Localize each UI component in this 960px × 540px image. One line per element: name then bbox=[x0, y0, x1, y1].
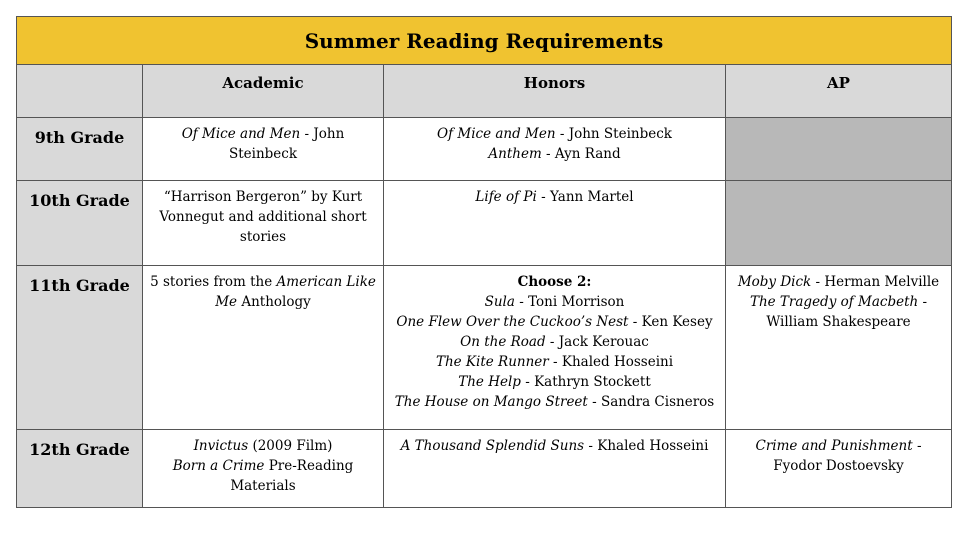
book-title: Life of Pi bbox=[475, 189, 537, 205]
book-title: On the Road bbox=[460, 334, 546, 350]
honors-cell bbox=[384, 118, 726, 181]
ap-cell bbox=[726, 266, 952, 430]
book-entry bbox=[149, 124, 377, 164]
book-entry bbox=[149, 436, 377, 456]
book-title: Moby Dick bbox=[737, 274, 812, 290]
ap-cell-empty bbox=[726, 118, 952, 181]
book-title: The Help bbox=[458, 374, 521, 390]
book-author: - Herman Melville bbox=[811, 274, 940, 290]
book-author: - Ken Kesey bbox=[628, 314, 713, 330]
table-row bbox=[17, 430, 952, 508]
book-title: A Thousand Splendid Suns bbox=[400, 438, 585, 454]
book-note: (2009 Film) bbox=[248, 438, 333, 454]
academic-cell bbox=[143, 118, 384, 181]
book-note: Pre-Reading Materials bbox=[230, 458, 354, 494]
book-author: - Khaled Hosseini bbox=[548, 354, 674, 370]
book-title: Invictus bbox=[193, 438, 249, 454]
grade-label: 9th Grade bbox=[17, 118, 143, 181]
column-header-honors: Honors bbox=[384, 65, 726, 118]
book-author: - Sandra Cisneros bbox=[587, 394, 715, 410]
table-row bbox=[17, 181, 952, 266]
book-entry bbox=[390, 144, 719, 164]
book-entry bbox=[390, 372, 719, 392]
book-title: American Like Me bbox=[215, 274, 376, 310]
book-title: Crime and Punishment bbox=[755, 438, 913, 454]
table-row bbox=[17, 118, 952, 181]
corner-cell bbox=[17, 65, 143, 118]
book-entry bbox=[390, 352, 719, 372]
book-title: One Flew Over the Cuckoo’s Nest bbox=[396, 314, 629, 330]
book-entry bbox=[390, 312, 719, 332]
academic-cell: 5 stories from the American Like Me Anthology bbox=[143, 266, 384, 430]
column-header-ap: AP bbox=[726, 65, 952, 118]
academic-cell bbox=[143, 430, 384, 508]
ap-cell bbox=[726, 430, 952, 508]
book-author: - Jack Kerouac bbox=[545, 334, 649, 350]
book-author: - Fyodor Dostoevsky bbox=[773, 438, 922, 474]
table-title: Summer Reading Requirements bbox=[17, 17, 952, 65]
book-entry bbox=[755, 438, 921, 474]
book-entry bbox=[732, 292, 945, 332]
book-entry bbox=[390, 124, 719, 144]
book-title: Sula bbox=[484, 294, 515, 310]
book-author: - Kathryn Stockett bbox=[520, 374, 651, 390]
book-author: - William Shakespeare bbox=[766, 294, 928, 330]
book-entry bbox=[390, 292, 719, 312]
book-title: Of Mice and Men bbox=[181, 126, 301, 142]
choose-heading: Choose 2: bbox=[517, 274, 592, 290]
ap-cell-empty bbox=[726, 181, 952, 266]
honors-cell bbox=[384, 181, 726, 266]
book-entry bbox=[390, 392, 719, 412]
academic-cell: “Harrison Bergeron” by Kurt Vonnegut and additional short stories bbox=[143, 181, 384, 266]
book-title: Of Mice and Men bbox=[437, 126, 556, 142]
reading-requirements-table bbox=[16, 16, 952, 508]
book-entry bbox=[390, 187, 719, 207]
book-entry bbox=[390, 436, 719, 456]
book-entry bbox=[390, 332, 719, 352]
book-entry bbox=[149, 456, 377, 496]
honors-cell bbox=[384, 266, 726, 430]
grade-label: 10th Grade bbox=[17, 181, 143, 266]
table-row bbox=[17, 266, 952, 430]
book-author: - Ayn Rand bbox=[541, 146, 621, 162]
book-author: - Yann Martel bbox=[536, 189, 634, 205]
book-author: - John Steinbeck bbox=[555, 126, 672, 142]
book-title: The House on Mango Street bbox=[394, 394, 588, 410]
grade-label: 11th Grade bbox=[17, 266, 143, 430]
grade-label: 12th Grade bbox=[17, 430, 143, 508]
book-author: - Toni Morrison bbox=[514, 294, 625, 310]
column-header-academic: Academic bbox=[143, 65, 384, 118]
book-title: The Tragedy of Macbeth bbox=[749, 294, 919, 310]
book-title: The Kite Runner bbox=[435, 354, 549, 370]
book-title: Anthem bbox=[488, 146, 542, 162]
book-author: - Khaled Hosseini bbox=[584, 438, 709, 454]
honors-cell bbox=[384, 430, 726, 508]
book-author: - John Steinbeck bbox=[228, 126, 345, 162]
book-entry bbox=[732, 272, 945, 292]
book-title: Born a Crime bbox=[172, 458, 265, 474]
